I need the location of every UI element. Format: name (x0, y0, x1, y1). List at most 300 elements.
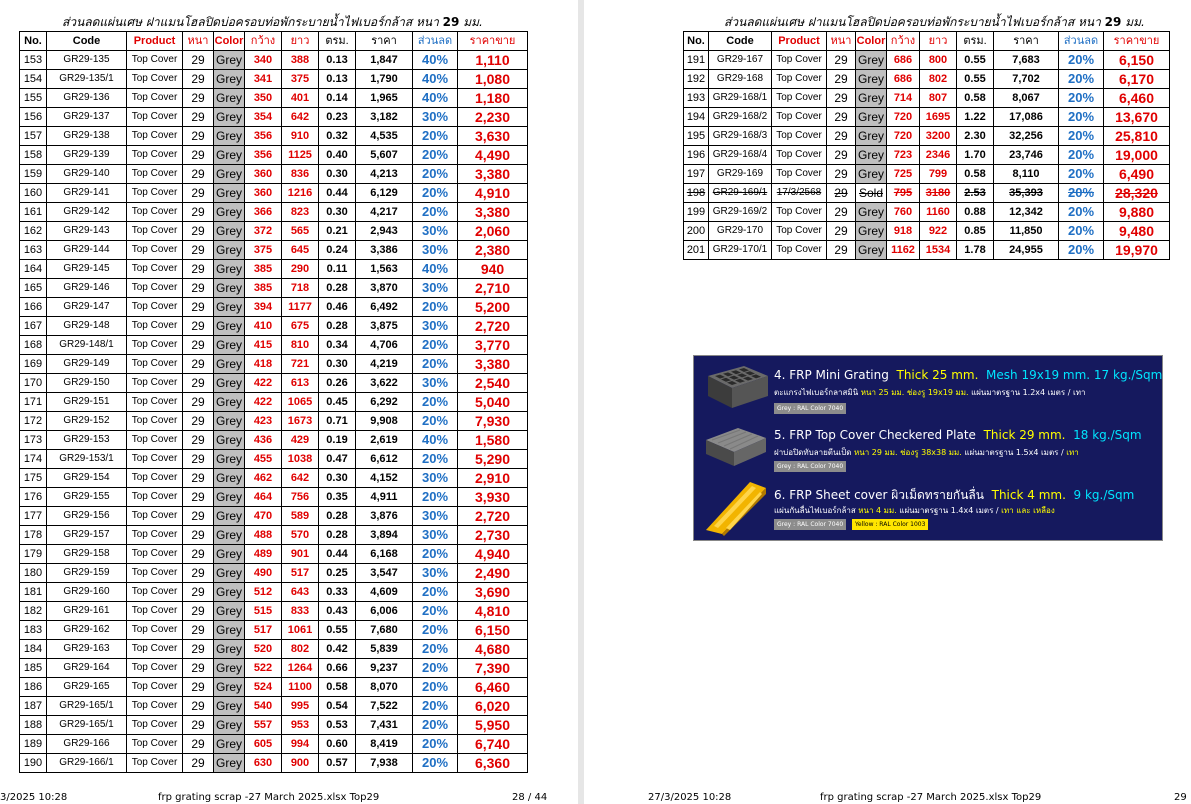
ad-item-heading: 4. FRP Mini Grating Thick 25 mm. Mesh 19x19 mm. 17 kg./Sqm (774, 368, 1163, 382)
row-code: GR29-148 (47, 317, 127, 336)
row-thick: 29 (183, 241, 214, 260)
table-row (20, 336, 528, 355)
row-sell: 3,630 (458, 127, 528, 146)
row-length: 953 (282, 716, 319, 735)
row-sqm: 0.42 (319, 640, 356, 659)
row-sell: 2,540 (458, 374, 528, 393)
row-price: 7,938 (356, 754, 413, 773)
row-length: 1264 (282, 659, 319, 678)
row-color: Grey (214, 298, 245, 317)
row-length: 675 (282, 317, 319, 336)
row-sqm: 0.58 (319, 678, 356, 697)
row-no: 177 (20, 507, 47, 526)
row-sqm: 0.13 (319, 51, 356, 70)
row-sell: 4,810 (458, 602, 528, 621)
row-no: 200 (684, 222, 709, 241)
row-code: GR29-156 (47, 507, 127, 526)
row-sqm: 0.26 (319, 374, 356, 393)
table-row (20, 89, 528, 108)
row-price: 3,622 (356, 374, 413, 393)
row-code: GR29-157 (47, 526, 127, 545)
row-sell: 9,880 (1104, 203, 1170, 222)
row-product: Top Cover (127, 355, 183, 374)
row-price: 3,875 (356, 317, 413, 336)
row-sell: 3,770 (458, 336, 528, 355)
row-price: 3,386 (356, 241, 413, 260)
left-footer-page: 28 / 44 (512, 792, 548, 803)
row-price: 24,955 (994, 241, 1059, 260)
row-price: 17,086 (994, 108, 1059, 127)
row-price: 6,292 (356, 393, 413, 412)
row-thick: 29 (827, 108, 856, 127)
row-sqm: 0.28 (319, 507, 356, 526)
row-color: Grey (856, 51, 887, 70)
row-code: GR29-151 (47, 393, 127, 412)
row-price: 7,683 (994, 51, 1059, 70)
row-code: GR29-164 (47, 659, 127, 678)
row-sell: 2,720 (458, 507, 528, 526)
row-no: 175 (20, 469, 47, 488)
row-code: GR29-140 (47, 165, 127, 184)
row-width: 522 (245, 659, 282, 678)
row-thick: 29 (827, 89, 856, 108)
row-color: Grey (214, 526, 245, 545)
row-product: Top Cover (127, 640, 183, 659)
row-discount: 20% (413, 127, 458, 146)
row-length: 1061 (282, 621, 319, 640)
row-code: GR29-166/1 (47, 754, 127, 773)
row-color: Grey (214, 222, 245, 241)
row-discount: 30% (413, 526, 458, 545)
row-color: Grey (214, 545, 245, 564)
row-discount: 20% (413, 393, 458, 412)
row-color: Grey (214, 697, 245, 716)
row-sqm: 0.44 (319, 545, 356, 564)
row-code: GR29-139 (47, 146, 127, 165)
row-sell: 2,230 (458, 108, 528, 127)
row-thick: 29 (183, 716, 214, 735)
row-code: GR29-160 (47, 583, 127, 602)
row-length: 570 (282, 526, 319, 545)
row-length: 517 (282, 564, 319, 583)
header-sell: ราคาขาย (1104, 32, 1170, 51)
row-width: 415 (245, 336, 282, 355)
row-color: Grey (214, 165, 245, 184)
row-color: Grey (214, 431, 245, 450)
row-price: 1,790 (356, 70, 413, 89)
row-product: Top Cover (127, 754, 183, 773)
row-sell: 13,670 (1104, 108, 1170, 127)
row-no: 197 (684, 165, 709, 184)
row-thick: 29 (183, 127, 214, 146)
row-no: 167 (20, 317, 47, 336)
row-sqm: 0.28 (319, 279, 356, 298)
row-width: 918 (887, 222, 920, 241)
row-width: 605 (245, 735, 282, 754)
table-row (684, 146, 1170, 165)
row-code: GR29-137 (47, 108, 127, 127)
row-length: 800 (920, 51, 957, 70)
row-discount: 30% (413, 317, 458, 336)
row-sell: 4,940 (458, 545, 528, 564)
row-no: 187 (20, 697, 47, 716)
row-thick: 29 (183, 336, 214, 355)
row-width: 464 (245, 488, 282, 507)
row-discount: 40% (413, 260, 458, 279)
row-code: GR29-148/1 (47, 336, 127, 355)
row-product: Top Cover (127, 678, 183, 697)
row-product: Top Cover (127, 317, 183, 336)
row-product: Top Cover (127, 507, 183, 526)
row-thick: 29 (183, 526, 214, 545)
row-color: Grey (214, 754, 245, 773)
row-length: 388 (282, 51, 319, 70)
row-sell: 2,720 (458, 317, 528, 336)
row-color: Grey (856, 89, 887, 108)
row-code: GR29-169 (709, 165, 772, 184)
row-code: GR29-136 (47, 89, 127, 108)
row-width: 524 (245, 678, 282, 697)
row-code: GR29-159 (47, 564, 127, 583)
row-price: 7,522 (356, 697, 413, 716)
row-price: 32,256 (994, 127, 1059, 146)
table-row (20, 431, 528, 450)
row-thick: 29 (183, 146, 214, 165)
row-sell: 6,460 (458, 678, 528, 697)
row-color: Grey (214, 355, 245, 374)
row-discount: 20% (1059, 70, 1104, 89)
row-sqm: 0.21 (319, 222, 356, 241)
row-color: Grey (856, 108, 887, 127)
row-price: 7,680 (356, 621, 413, 640)
row-length: 802 (920, 70, 957, 89)
row-product: Top Cover (127, 602, 183, 621)
row-width: 720 (887, 108, 920, 127)
row-price: 4,152 (356, 469, 413, 488)
row-thick: 29 (183, 222, 214, 241)
row-code: GR29-163 (47, 640, 127, 659)
row-code: GR29-170/1 (709, 241, 772, 260)
row-code: GR29-161 (47, 602, 127, 621)
header-discount: ส่วนลด (413, 32, 458, 51)
row-color: Grey (856, 146, 887, 165)
row-no: 158 (20, 146, 47, 165)
row-discount: 30% (413, 222, 458, 241)
row-length: 718 (282, 279, 319, 298)
row-price: 6,168 (356, 545, 413, 564)
row-thick: 29 (827, 241, 856, 260)
row-thick: 29 (183, 469, 214, 488)
row-thick: 29 (183, 545, 214, 564)
row-no: 168 (20, 336, 47, 355)
row-width: 512 (245, 583, 282, 602)
row-price: 6,129 (356, 184, 413, 203)
table-row (684, 241, 1170, 260)
row-product: Top Cover (127, 51, 183, 70)
row-code: GR29-168/1 (709, 89, 772, 108)
row-color: Grey (214, 640, 245, 659)
row-sqm: 0.28 (319, 526, 356, 545)
row-price: 2,619 (356, 431, 413, 450)
row-sqm: 0.66 (319, 659, 356, 678)
row-product: Top Cover (772, 165, 827, 184)
row-price: 8,419 (356, 735, 413, 754)
row-no: 160 (20, 184, 47, 203)
row-thick: 29 (183, 659, 214, 678)
row-product: Top Cover (127, 621, 183, 640)
row-no: 193 (684, 89, 709, 108)
row-sell: 2,910 (458, 469, 528, 488)
header-product: Product (772, 32, 827, 51)
row-price: 23,746 (994, 146, 1059, 165)
row-sell: 6,740 (458, 735, 528, 754)
row-product: Top Cover (127, 298, 183, 317)
row-color: Grey (214, 317, 245, 336)
row-sell: 940 (458, 260, 528, 279)
row-sell: 19,970 (1104, 241, 1170, 260)
row-color: Grey (214, 583, 245, 602)
row-product: Top Cover (127, 279, 183, 298)
row-width: 760 (887, 203, 920, 222)
row-sqm: 0.14 (319, 89, 356, 108)
row-no: 171 (20, 393, 47, 412)
row-width: 394 (245, 298, 282, 317)
row-code: GR29-146 (47, 279, 127, 298)
row-code: GR29-135/1 (47, 70, 127, 89)
row-sell: 7,930 (458, 412, 528, 431)
row-sell: 4,680 (458, 640, 528, 659)
header-color: Color (214, 32, 245, 51)
row-no: 179 (20, 545, 47, 564)
row-product: Top Cover (127, 412, 183, 431)
row-color: Grey (214, 51, 245, 70)
row-sell: 3,930 (458, 488, 528, 507)
row-product: Top Cover (127, 488, 183, 507)
row-discount: 20% (1059, 89, 1104, 108)
header-sqm: ตรม. (957, 32, 994, 51)
header-thick: หนา (183, 32, 214, 51)
row-sqm: 0.71 (319, 412, 356, 431)
table-row (20, 659, 528, 678)
row-width: 340 (245, 51, 282, 70)
table-row (20, 279, 528, 298)
row-discount: 40% (413, 89, 458, 108)
table-row (684, 51, 1170, 70)
row-length: 3200 (920, 127, 957, 146)
row-product: Top Cover (127, 431, 183, 450)
row-discount: 20% (413, 583, 458, 602)
row-thick: 29 (183, 70, 214, 89)
row-discount: 30% (413, 241, 458, 260)
header-width: กว้าง (245, 32, 282, 51)
row-color: Grey (214, 146, 245, 165)
row-color: Grey (214, 564, 245, 583)
row-color: Grey (214, 450, 245, 469)
row-product: Top Cover (127, 545, 183, 564)
row-no: 185 (20, 659, 47, 678)
right-page-title: ส่วนลดแผ่นเศษ ฝาแมนโฮลปิดบ่อครอบท่อพักระบายน้ำไฟเบอร์กล้าส หนา 29 มม. (724, 15, 1145, 29)
row-product: Top Cover (127, 146, 183, 165)
row-length: 1160 (920, 203, 957, 222)
table-row (684, 203, 1170, 222)
row-discount: 20% (413, 659, 458, 678)
row-width: 455 (245, 450, 282, 469)
row-no: 170 (20, 374, 47, 393)
row-product: Top Cover (127, 203, 183, 222)
row-product: Top Cover (127, 393, 183, 412)
table-row (20, 127, 528, 146)
row-no: 199 (684, 203, 709, 222)
row-sqm: 2.53 (957, 184, 994, 203)
row-sell: 25,810 (1104, 127, 1170, 146)
row-product: Top Cover (772, 127, 827, 146)
row-discount: 20% (413, 640, 458, 659)
row-code: GR29-138 (47, 127, 127, 146)
row-thick: 29 (183, 488, 214, 507)
row-code: GR29-153/1 (47, 450, 127, 469)
row-discount: 40% (413, 70, 458, 89)
row-length: 1177 (282, 298, 319, 317)
row-color: Grey (214, 241, 245, 260)
row-width: 423 (245, 412, 282, 431)
row-sell: 2,710 (458, 279, 528, 298)
row-color: Grey (856, 165, 887, 184)
row-sqm: 0.23 (319, 108, 356, 127)
row-price: 5,839 (356, 640, 413, 659)
row-length: 721 (282, 355, 319, 374)
row-sqm: 0.58 (957, 165, 994, 184)
row-sell: 2,060 (458, 222, 528, 241)
row-color: Sold (856, 184, 887, 203)
row-width: 490 (245, 564, 282, 583)
row-discount: 20% (413, 450, 458, 469)
row-color: Grey (214, 507, 245, 526)
row-no: 172 (20, 412, 47, 431)
row-product: Top Cover (772, 222, 827, 241)
row-thick: 29 (183, 260, 214, 279)
row-no: 169 (20, 355, 47, 374)
header-code: Code (47, 32, 127, 51)
row-code: GR29-153 (47, 431, 127, 450)
row-sqm: 0.34 (319, 336, 356, 355)
row-width: 489 (245, 545, 282, 564)
mini-grating-image (704, 362, 770, 416)
row-code: GR29-145 (47, 260, 127, 279)
row-price: 6,612 (356, 450, 413, 469)
row-product: Top Cover (127, 735, 183, 754)
row-no: 178 (20, 526, 47, 545)
row-sell: 6,170 (1104, 70, 1170, 89)
row-code: GR29-143 (47, 222, 127, 241)
row-no: 186 (20, 678, 47, 697)
row-sell: 6,150 (1104, 51, 1170, 70)
row-price: 4,535 (356, 127, 413, 146)
row-length: 799 (920, 165, 957, 184)
row-thick: 29 (183, 355, 214, 374)
row-width: 385 (245, 260, 282, 279)
row-thick: 29 (827, 51, 856, 70)
row-sell: 2,490 (458, 564, 528, 583)
product-ad-banner (693, 355, 1163, 541)
row-color: Grey (214, 89, 245, 108)
row-thick: 29 (827, 222, 856, 241)
table-row (684, 127, 1170, 146)
row-code: GR29-168/2 (709, 108, 772, 127)
row-sell: 7,390 (458, 659, 528, 678)
row-no: 184 (20, 640, 47, 659)
row-discount: 20% (1059, 203, 1104, 222)
row-color: Grey (214, 659, 245, 678)
row-sqm: 0.46 (319, 298, 356, 317)
row-sqm: 0.35 (319, 488, 356, 507)
row-length: 756 (282, 488, 319, 507)
table-row (20, 222, 528, 241)
table-row (20, 108, 528, 127)
table-row (684, 165, 1170, 184)
row-color: Grey (214, 621, 245, 640)
row-code: GR29-168/4 (709, 146, 772, 165)
row-no: 181 (20, 583, 47, 602)
row-color: Grey (214, 374, 245, 393)
row-length: 642 (282, 469, 319, 488)
table-row (20, 526, 528, 545)
row-price: 1,847 (356, 51, 413, 70)
table-row (20, 697, 528, 716)
row-thick: 29 (183, 393, 214, 412)
row-price: 3,547 (356, 564, 413, 583)
row-product: 17/3/2568 (772, 184, 827, 203)
row-width: 422 (245, 374, 282, 393)
row-discount: 20% (413, 678, 458, 697)
row-length: 901 (282, 545, 319, 564)
table-row (20, 640, 528, 659)
row-code: GR29-170 (709, 222, 772, 241)
row-product: Top Cover (127, 70, 183, 89)
row-sqm: 1.22 (957, 108, 994, 127)
row-no: 153 (20, 51, 47, 70)
row-sqm: 0.13 (319, 70, 356, 89)
row-code: GR29-135 (47, 51, 127, 70)
row-thick: 29 (827, 203, 856, 222)
row-discount: 20% (413, 602, 458, 621)
right-footer-date: 27/3/2025 10:28 (648, 792, 732, 803)
row-width: 372 (245, 222, 282, 241)
row-thick: 29 (183, 583, 214, 602)
row-code: GR29-165/1 (47, 697, 127, 716)
row-code: GR29-169/2 (709, 203, 772, 222)
row-discount: 20% (1059, 127, 1104, 146)
row-discount: 20% (1059, 241, 1104, 260)
row-discount: 20% (413, 716, 458, 735)
table-row (684, 222, 1170, 241)
row-thick: 29 (183, 507, 214, 526)
row-width: 795 (887, 184, 920, 203)
row-thick: 29 (827, 184, 856, 203)
row-sqm: 0.40 (319, 146, 356, 165)
row-thick: 29 (183, 754, 214, 773)
row-sell: 6,150 (458, 621, 528, 640)
row-no: 157 (20, 127, 47, 146)
table-row (684, 89, 1170, 108)
row-price: 9,237 (356, 659, 413, 678)
row-discount: 30% (413, 108, 458, 127)
header-price: ราคา (356, 32, 413, 51)
row-no: 176 (20, 488, 47, 507)
row-price: 6,006 (356, 602, 413, 621)
row-thick: 29 (183, 621, 214, 640)
row-product: Top Cover (127, 165, 183, 184)
row-product: Top Cover (127, 564, 183, 583)
